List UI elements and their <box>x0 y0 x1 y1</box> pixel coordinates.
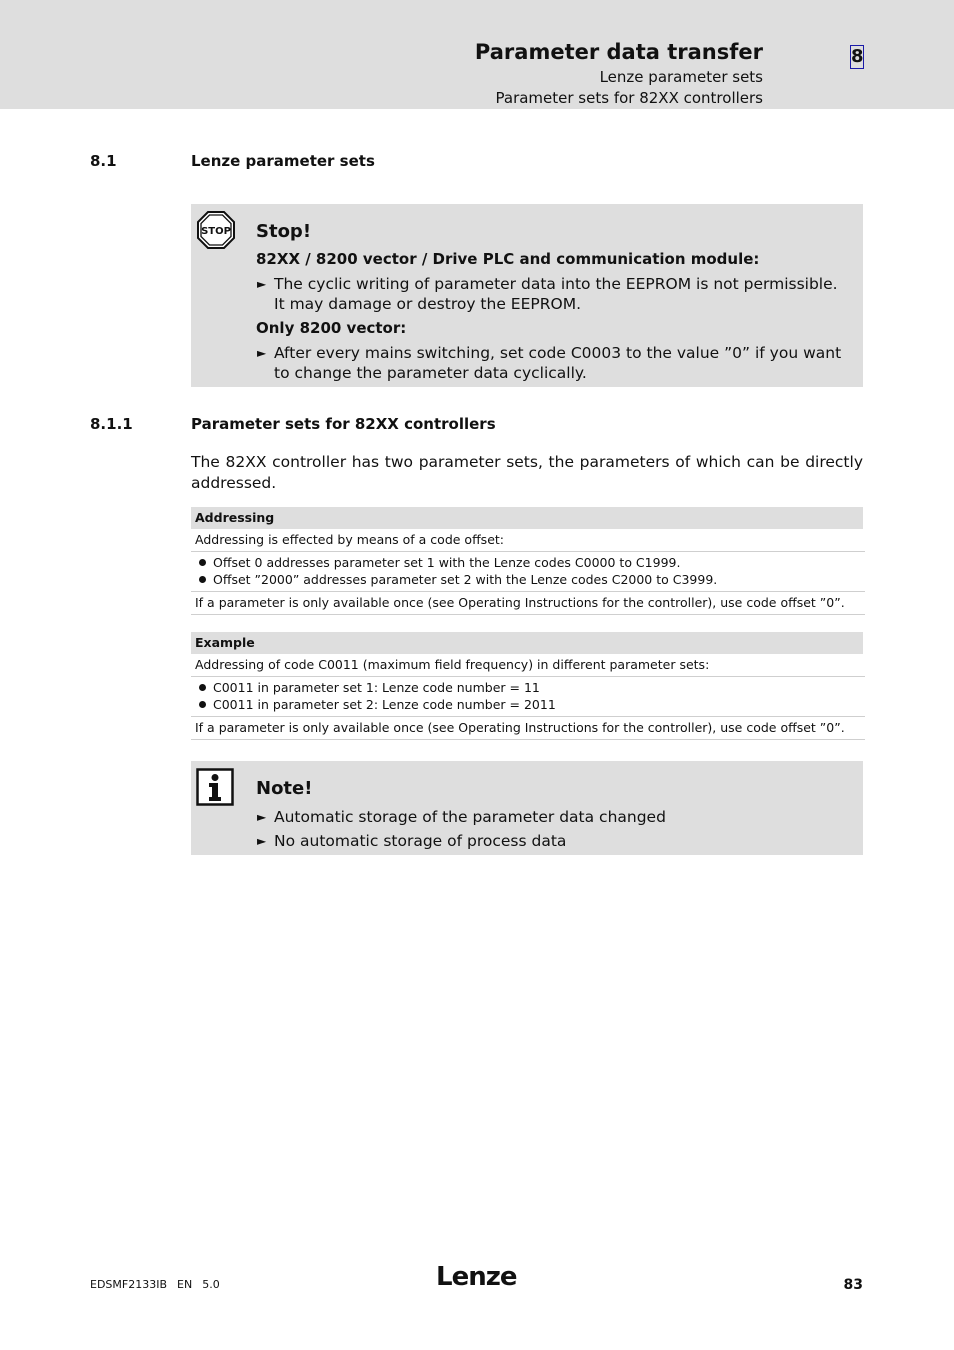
header-subtitle-subsection: Parameter sets for 82XX controllers <box>495 89 763 107</box>
list-item: C0011 in parameter set 1: Lenze code number = 11 <box>195 679 865 696</box>
note-heading: Note! <box>256 778 313 799</box>
lenze-logo: Lenze <box>436 1262 517 1292</box>
svg-text:STOP: STOP <box>201 226 231 237</box>
page-header <box>0 0 954 109</box>
stop-sign-icon <box>197 211 235 253</box>
bullet-arrow-icon: ► <box>257 810 267 824</box>
stop-bullet-eeprom <box>257 274 853 314</box>
note-bullet-text: Automatic storage of the parameter data changed <box>274 808 666 826</box>
addressing-table <box>191 507 865 615</box>
bullet-arrow-icon: ► <box>257 346 267 360</box>
note-callout <box>191 761 863 855</box>
table-row: Addressing of code C0011 (maximum field frequency) in different parameter sets: <box>191 654 865 677</box>
chapter-marker: 8 <box>851 46 864 67</box>
stop-heading: Stop! <box>256 221 312 242</box>
stop-bullet-mains <box>257 343 853 383</box>
table-row: Addressing is effected by means of a code offset: <box>191 529 865 552</box>
table-row-list <box>191 552 865 592</box>
intro-paragraph: The 82XX controller has two parameter sets, the parameters of which can be directly addressed. <box>191 453 863 492</box>
example-table <box>191 632 865 740</box>
list-item: Offset ”2000” addresses parameter set 2 with the Lenze codes C2000 to C3999. <box>195 571 865 588</box>
note-bullet-storage <box>257 807 853 827</box>
bullet-arrow-icon: ► <box>257 277 267 291</box>
stop-subheading-devices: 82XX / 8200 vector / Drive PLC and communication module: <box>256 250 760 268</box>
subsection-number: 8.1.1 <box>90 415 133 433</box>
footer-doc-id: EDSMF2133IB <box>90 1278 168 1291</box>
list-item: C0011 in parameter set 2: Lenze code number = 2011 <box>195 696 865 713</box>
note-bullet-text: No automatic storage of process data <box>274 832 567 850</box>
header-subtitle-section: Lenze parameter sets <box>599 68 763 86</box>
stop-callout <box>191 204 863 387</box>
stop-bullet-text: After every mains switching, set code C0003 to the value ”0” if you want to change the parameter data cyclically. <box>274 344 842 382</box>
footer-doc-info <box>90 1278 230 1291</box>
subsection-title: Parameter sets for 82XX controllers <box>191 415 496 433</box>
stop-subheading-vector: Only 8200 vector: <box>256 319 407 337</box>
table-heading: Addressing <box>191 507 863 529</box>
table-heading: Example <box>191 632 863 654</box>
note-bullet-process <box>257 831 853 851</box>
footer-version: 5.0 <box>202 1278 220 1291</box>
section-title: Lenze parameter sets <box>191 152 375 170</box>
bullet-dot-icon <box>199 559 206 566</box>
table-row-list <box>191 677 865 717</box>
info-icon <box>196 768 234 810</box>
bullet-dot-icon <box>199 576 206 583</box>
table-row: If a parameter is only available once (see Operating Instructions for the controller), use code offset ”0”. <box>191 592 865 615</box>
bullet-dot-icon <box>199 701 206 708</box>
stop-bullet-text: The cyclic writing of parameter data into the EEPROM is not permissible. It may damage or destroy the EEPROM. <box>274 275 838 313</box>
table-row: If a parameter is only available once (see Operating Instructions for the controller), use code offset ”0”. <box>191 717 865 740</box>
bullet-arrow-icon: ► <box>257 834 267 848</box>
footer-language: EN <box>177 1278 193 1291</box>
page-number: 83 <box>843 1277 863 1293</box>
header-title: Parameter data transfer <box>474 40 763 64</box>
bullet-dot-icon <box>199 684 206 691</box>
list-item: Offset 0 addresses parameter set 1 with the Lenze codes C0000 to C1999. <box>195 554 865 571</box>
section-number: 8.1 <box>90 152 117 170</box>
